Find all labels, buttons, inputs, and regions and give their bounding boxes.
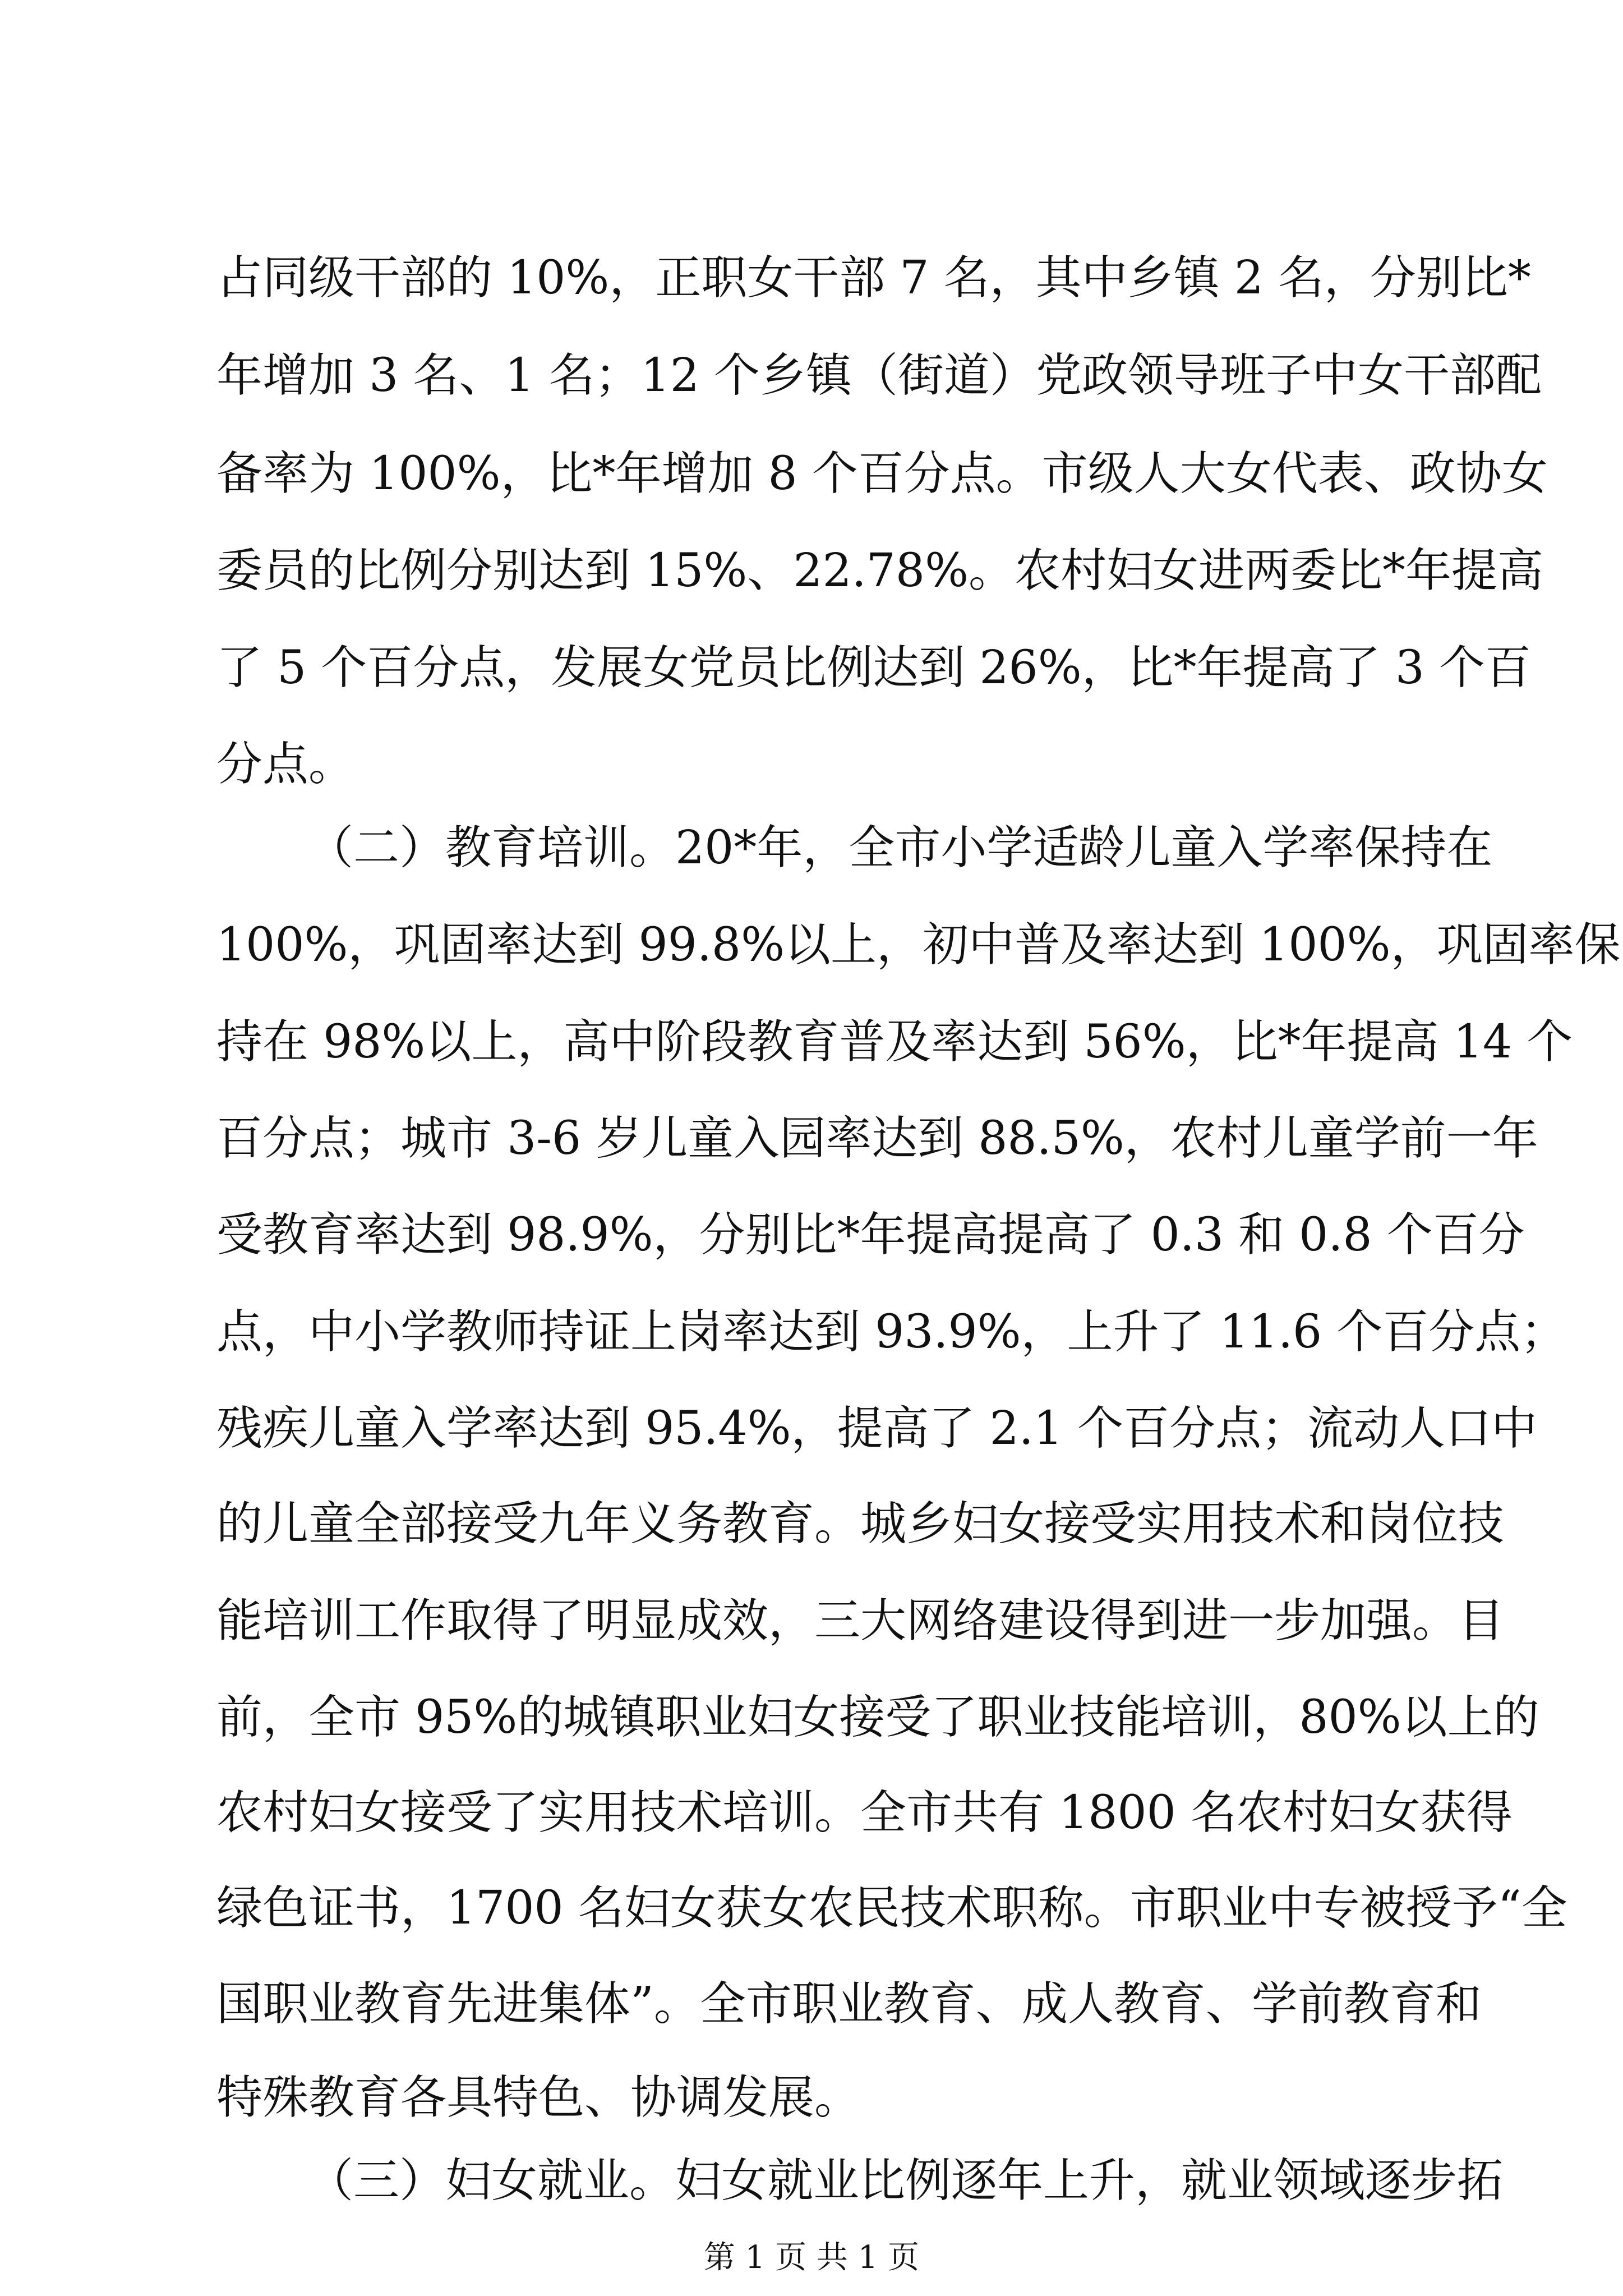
text-line: 前，全市 95%的城镇职业妇女接受了职业技能培训，80%以上的 <box>216 1691 1539 1744</box>
text-line: 绿色证书，1700 名妇女获女农民技术职称。市职业中专被授予“全 <box>216 1881 1567 1935</box>
text-line: 国职业教育先进集体”。全市职业教育、成人教育、学前教育和 <box>216 1977 1482 2031</box>
text-line: 100%，巩固率达到 99.8%以上，初中普及率达到 100%，巩固率保 <box>216 918 1621 972</box>
paragraph-heading-line: （二）教育培训。20*年，全市小学适龄儿童入学率保持在 <box>307 821 1493 875</box>
text-line: 分点。 <box>216 738 355 791</box>
text-line: 点，中小学教师持证上岗率达到 93.9%，上升了 11.6 个百分点； <box>216 1305 1567 1359</box>
text-line: 农村妇女接受了实用技术培训。全市共有 1800 名农村妇女获得 <box>216 1786 1513 1839</box>
text-line: 了 5 个百分点，发展女党员比例达到 26%，比*年提高了 3 个百 <box>216 641 1531 694</box>
text-line: 委员的比例分别达到 15%、22.78%。农村妇女进两委比*年提高 <box>216 544 1543 597</box>
text-line: 的儿童全部接受九年义务教育。城乡妇女接受实用技术和岗位技 <box>216 1497 1505 1550</box>
text-line: 百分点；城市 3-6 岁儿童入园率达到 88.5%，农村儿童学前一年 <box>216 1112 1538 1165</box>
text-line: 特殊教育各具特色、协调发展。 <box>216 2071 861 2124</box>
text-line: 持在 98%以上，高中阶段教育普及率达到 56%，比*年提高 14 个 <box>216 1015 1573 1069</box>
text-line: 残疾儿童入学率达到 95.4%，提高了 2.1 个百分点；流动人口中 <box>216 1402 1538 1455</box>
text-line: 能培训工作取得了明显成效，三大网络建设得到进一步加强。目 <box>216 1594 1505 1648</box>
text-line: 备率为 100%，比*年增加 8 个百分点。市级人大女代表、政协女 <box>216 447 1548 500</box>
text-line: 占同级干部的 10%，正职女干部 7 名，其中乡镇 2 名，分别比* <box>216 251 1531 305</box>
text-line: 年增加 3 名、1 名；12 个乡镇（街道）党政领导班子中女干部配 <box>216 349 1542 402</box>
paragraph-heading-line: （三）妇女就业。妇女就业比例逐年上升，就业领域逐步拓 <box>307 2154 1504 2207</box>
text-line: 受教育率达到 98.9%，分别比*年提高提高了 0.3 和 0.8 个百分 <box>216 1208 1525 1262</box>
page-footer: 第 1 页 共 1 页 <box>703 2239 920 2276</box>
